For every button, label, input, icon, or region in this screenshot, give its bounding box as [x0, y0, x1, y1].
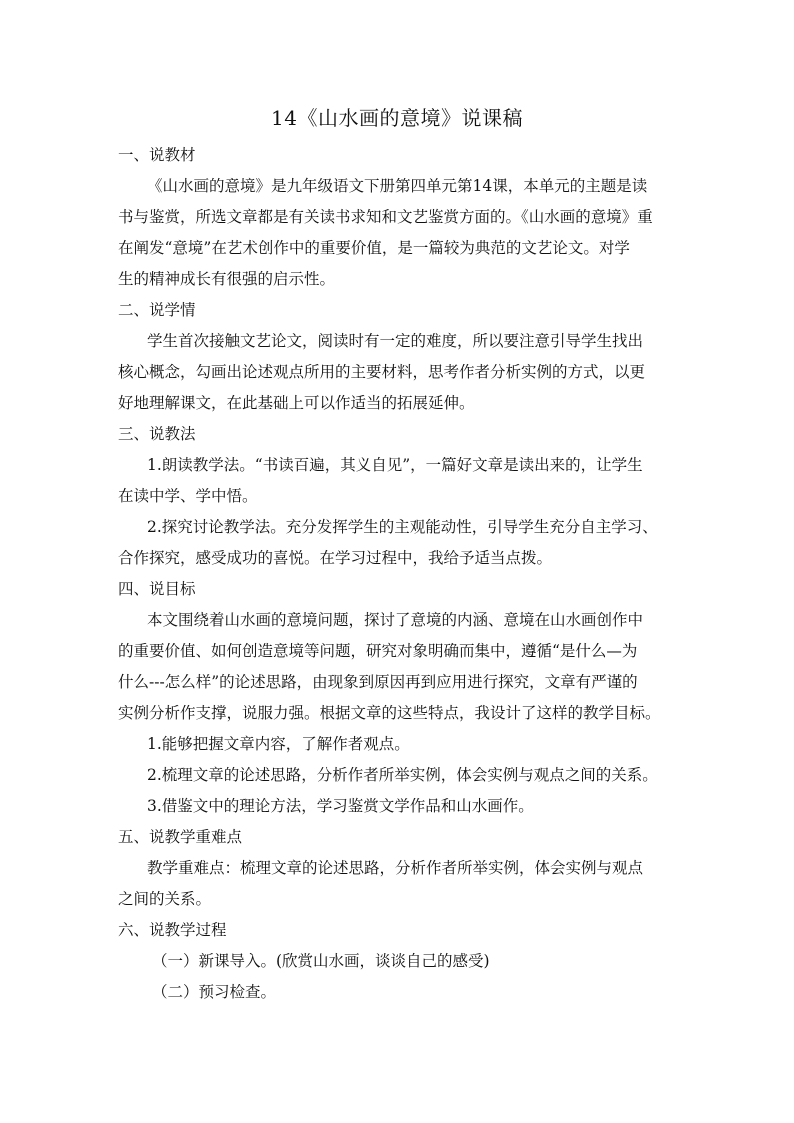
- paragraph-line: 的重要价值、如何创造意境等问题，研究对象明确而集中，遵循“是什么—为: [118, 642, 638, 660]
- paragraph-line: 教学重难点：梳理文章的论述思路，分析作者所举实例，体会实例与观点: [147, 859, 644, 877]
- list-item: 1.朗读教学法。“书读百遍，其义自见”，一篇好文章是读出来的，让学生: [147, 456, 643, 474]
- paragraph-line: 什么---怎么样”的论述思路，由现象到原因再到应用进行探究，文章有严谨的: [118, 673, 638, 691]
- list-item: 3.借鉴文中的理论方法，学习鉴赏文学作品和山水画作。: [147, 797, 534, 815]
- paragraph-line: 核心概念，勾画出论述观点所用的主要材料，思考作者分析实例的方式，以更: [118, 363, 646, 381]
- list-item: 2.梳理文章的论述思路，分析作者所举实例，体会实例与观点之间的关系。: [147, 766, 658, 784]
- paragraph-line: 书与鉴赏，所选文章都是有关读书求知和文艺鉴赏方面的。《山水画的意境》重: [118, 208, 653, 226]
- paragraph-line: 本文围绕着山水画的意境问题，探讨了意境的内涵、意境在山水画创作中: [147, 611, 644, 629]
- list-item: 1.能够把握文章内容，了解作者观点。: [147, 735, 410, 753]
- list-item: （一）新课导入。(欣赏山水画，谈谈自己的感受): [152, 952, 490, 970]
- paragraph-line: 合作探究，感受成功的喜悦。在学习过程中，我给予适当点拨。: [118, 549, 553, 567]
- list-item: （二）预习检查。: [152, 983, 277, 1001]
- paragraph-line: 之间的关系。: [118, 890, 212, 908]
- section-heading-students: 二、说学情: [118, 301, 196, 319]
- list-item: 2.探究讨论教学法。充分发挥学生的主观能动性，引导学生充分自主学习、: [147, 518, 658, 536]
- paragraph-line: 《山水画的意境》是九年级语文下册第四单元第14课，本单元的主题是读: [147, 177, 648, 195]
- section-heading-key-points: 五、说教学重难点: [118, 828, 243, 846]
- paragraph-line: 生的精神成长有很强的启示性。: [118, 270, 336, 288]
- paragraph-line: 实例分析作支撑，说服力强。根据文章的这些特点，我设计了这样的教学目标。: [118, 704, 661, 722]
- section-heading-process: 六、说教学过程: [118, 921, 227, 939]
- section-heading-textbook: 一、说教材: [118, 146, 196, 164]
- paragraph-line: 好地理解课文，在此基础上可以作适当的拓展延伸。: [118, 394, 475, 412]
- document-title: 14《山水画的意境》说课稿: [271, 106, 523, 130]
- paragraph-line: 在阐发“意境”在艺术创作中的重要价值，是一篇较为典范的文艺论文。对学: [118, 239, 630, 257]
- paragraph-line: 学生首次接触文艺论文，阅读时有一定的难度，所以要注意引导学生找出: [147, 332, 644, 350]
- paragraph-line: 在读中学、学中悟。: [118, 487, 258, 505]
- section-heading-methods: 三、说教法: [118, 425, 196, 443]
- section-heading-objectives: 四、说目标: [118, 580, 196, 598]
